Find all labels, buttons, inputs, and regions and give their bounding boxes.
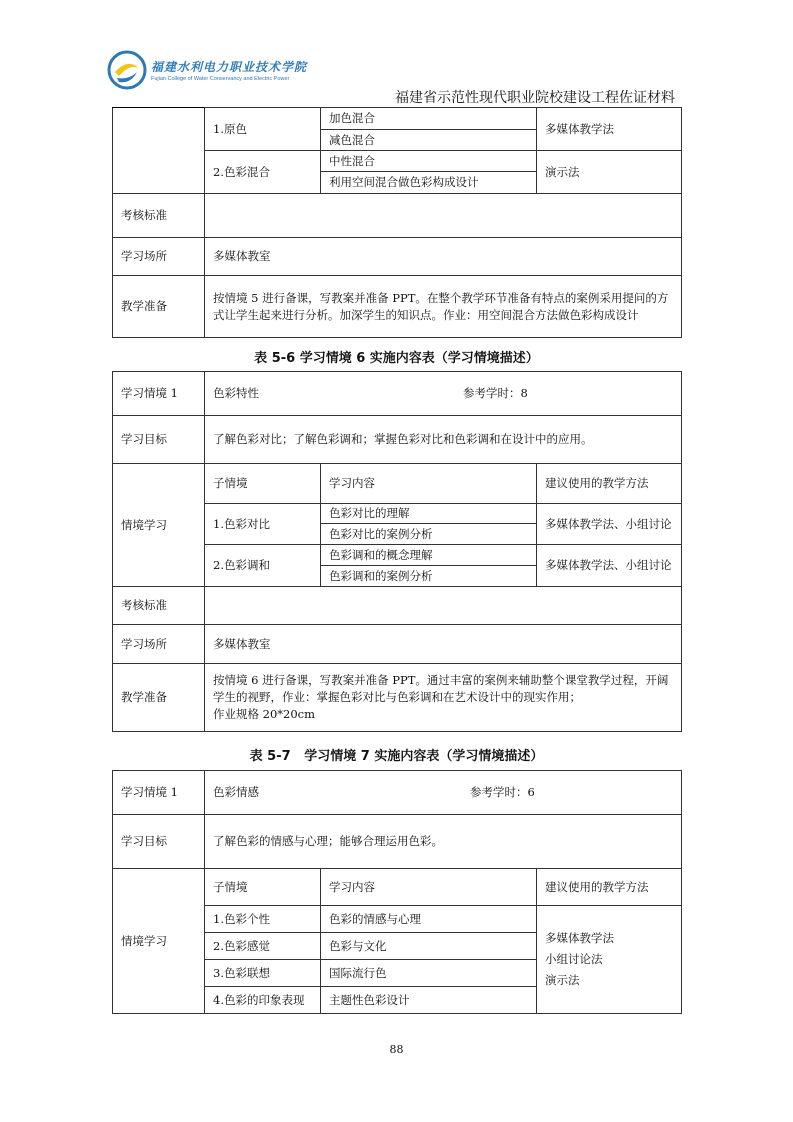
content-cell: 加色混合 (321, 108, 537, 130)
learning-label: 情境学习 (113, 869, 205, 1014)
reference-hours: 参考学时：6 (470, 785, 535, 799)
goal-value: 了解色彩对比；了解色彩调和；掌握色彩对比和色彩调和在设计中的应用。 (205, 416, 682, 464)
method-cell: 多媒体教学法 (537, 108, 682, 151)
content-cell: 减色混合 (321, 130, 537, 151)
content-cell: 色彩调和的案例分析 (321, 566, 537, 587)
situation-label: 学习情境 1 (113, 771, 205, 815)
assessment-label: 考核标准 (113, 587, 205, 625)
assessment-value (205, 194, 682, 238)
reference-hours: 参考学时：8 (463, 386, 528, 400)
method-cell (537, 906, 682, 1014)
column-header-sub: 子情境 (205, 869, 321, 906)
method-cell: 演示法 (537, 151, 682, 194)
prep-value: 按情境 5 进行备课，写教案并准备 PPT。在整个教学环节准备有特点的案例采用提问的方式让学生起来进行分析。加深学生的知识点。作业：用空间混合方法做色彩构成设计 (205, 276, 682, 338)
page-number: 88 (389, 1043, 404, 1056)
goal-label: 学习目标 (113, 815, 205, 869)
sub-situation-cell: 4.色彩的印象表现 (205, 987, 321, 1014)
method-cell: 多媒体教学法、小组讨论 (537, 545, 682, 587)
venue-label: 学习场所 (113, 238, 205, 276)
situation-value: 色彩情感 (213, 785, 259, 799)
sub-situation-cell: 3.色彩联想 (205, 960, 321, 987)
venue-value: 多媒体教室 (205, 238, 682, 276)
column-header-sub: 子情境 (205, 464, 321, 504)
sub-situation-cell: 2.色彩混合 (205, 151, 321, 194)
method-item: 演示法 (545, 973, 580, 987)
content-cell: 利用空间混合做色彩构成设计 (321, 172, 537, 194)
sub-situation-cell: 2.色彩感觉 (205, 933, 321, 960)
goal-value: 了解色彩的情感与心理；能够合理运用色彩。 (205, 815, 682, 869)
method-item: 小组讨论法 (545, 952, 603, 966)
table-caption: 表 5-6 学习情境 6 实施内容表（学习情境描述） (254, 351, 539, 366)
situation-label: 学习情境 1 (113, 372, 205, 416)
situation-value: 色彩特性 (213, 386, 259, 400)
situation-cell (205, 372, 682, 416)
prep-label: 教学准备 (113, 664, 205, 732)
assessment-label: 考核标准 (113, 194, 205, 238)
content-cell: 中性混合 (321, 151, 537, 172)
sub-situation-cell: 1.色彩个性 (205, 906, 321, 933)
sub-situation-cell: 1.原色 (205, 108, 321, 151)
content-cell: 国际流行色 (321, 960, 537, 987)
table-continued (112, 107, 682, 338)
column-header-method: 建议使用的教学方法 (537, 464, 682, 504)
prep-spec: 作业规格 20*20cm (213, 707, 316, 721)
venue-value: 多媒体教室 (205, 625, 682, 664)
sub-situation-cell: 1.色彩对比 (205, 504, 321, 545)
content-cell: 色彩调和的概念理解 (321, 545, 537, 566)
content-cell: 色彩对比的案例分析 (321, 524, 537, 545)
goal-label: 学习目标 (113, 416, 205, 464)
prep-cell (205, 664, 682, 732)
assessment-value (205, 587, 682, 625)
column-header-content: 学习内容 (321, 464, 537, 504)
college-emblem-icon (107, 50, 147, 90)
method-item: 多媒体教学法 (545, 931, 614, 945)
content-cell: 色彩的情感与心理 (321, 906, 537, 933)
column-header-method: 建议使用的教学方法 (537, 869, 682, 906)
logo-subtext: Fujian College of Water Conservancy and Electric Power (151, 76, 290, 82)
prep-label: 教学准备 (113, 276, 205, 338)
column-header-content: 学习内容 (321, 869, 537, 906)
sub-situation-cell: 2.色彩调和 (205, 545, 321, 587)
content-cell: 色彩对比的理解 (321, 504, 537, 524)
venue-label: 学习场所 (113, 625, 205, 664)
method-cell: 多媒体教学法、小组讨论 (537, 504, 682, 545)
table-caption: 表 5-7 学习情境 7 实施内容表（学习情境描述） (249, 749, 544, 764)
table-5-6 (112, 371, 682, 732)
prep-value: 按情境 6 进行备课，写教案并准备 PPT。通过丰富的案例来辅助整个课堂教学过程，开阔学生的视野，作业：掌握色彩对比与色彩调和在艺术设计中的现实作用； (213, 673, 669, 704)
college-logo (107, 50, 312, 94)
content-cell: 色彩与文化 (321, 933, 537, 960)
table-5-7 (112, 770, 682, 1014)
content-cell: 主题性色彩设计 (321, 987, 537, 1014)
learning-label-cell (113, 108, 205, 194)
situation-cell (205, 771, 682, 815)
document-header-title: 福建省示范性现代职业院校建设工程佐证材料 (395, 90, 675, 106)
logo-text: 福建水利电力职业技术学院 (151, 60, 308, 74)
learning-label: 情境学习 (113, 464, 205, 587)
